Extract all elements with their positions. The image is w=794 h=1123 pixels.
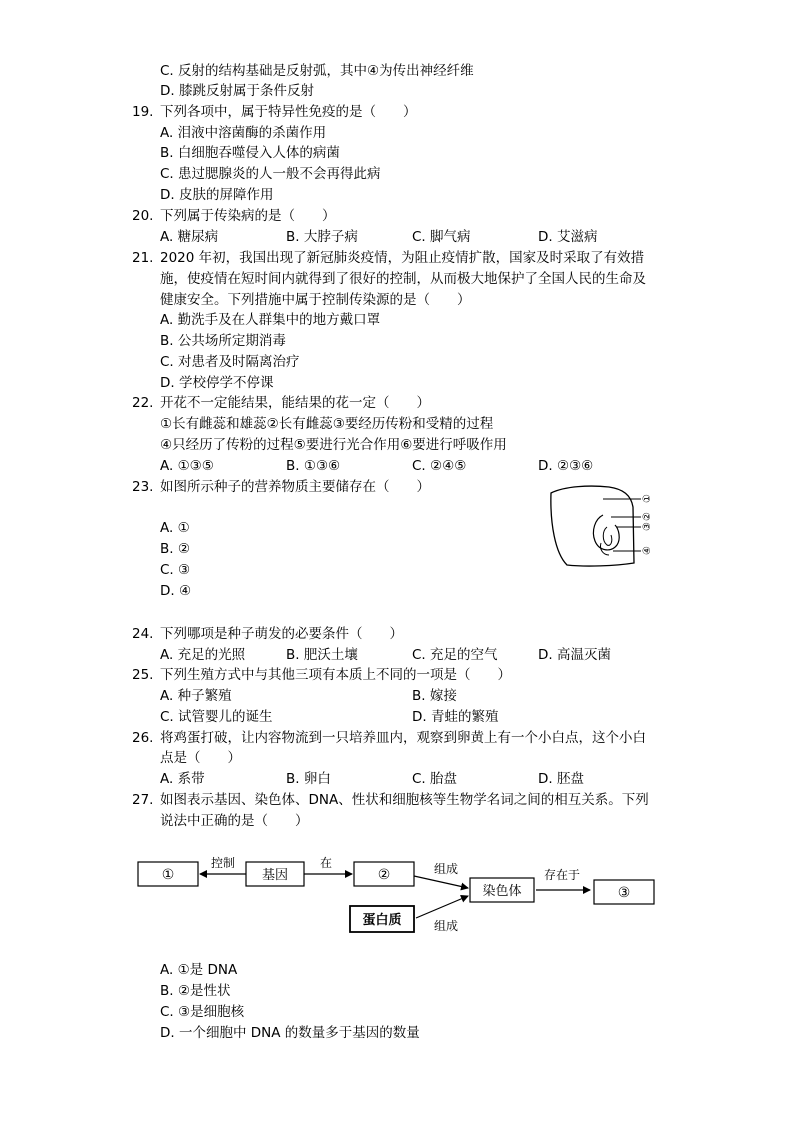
box-3-label: ③ [617, 885, 631, 901]
q19-stem-text: 下列各项中，属于特异性免疫的是（ ） [160, 104, 417, 120]
seed-embryo-inner [603, 527, 612, 545]
q20-option-d[interactable]: D. 艾滋病 [538, 229, 598, 245]
arrow-control-label: 控制 [210, 856, 236, 870]
arrow-compose-top-label: 组成 [433, 862, 459, 876]
q20-stem-text: 下列属于传染病的是（ ） [160, 208, 336, 224]
q27-option-c[interactable]: C. ③是细胞核 [160, 1004, 245, 1020]
q21-stem [132, 248, 672, 268]
gene-box-label: 基因 [261, 868, 289, 883]
q21-stem-line1: 2020 年初，我国出现了新冠肺炎疫情，为阻止疫情扩散，国家及时采取了有效措 [160, 250, 645, 266]
q20-option-b[interactable]: B. 大脖子病 [286, 229, 358, 245]
q24-number: 24. [132, 626, 154, 642]
q19-option-b[interactable]: B. 白细胞吞噬侵入人体的病菌 [160, 145, 340, 161]
q26-number: 26. [132, 730, 154, 746]
q22-statements-line2: ④只经历了传粉的过程⑤要进行光合作用⑥要进行呼吸作用 [160, 437, 507, 453]
q22-statements-line1: ①长有雌蕊和雄蕊②长有雌蕊③要经历传粉和受精的过程 [160, 416, 494, 432]
q19-option-d[interactable]: D. 皮肤的屏障作用 [160, 187, 274, 203]
label-1: ① [642, 494, 653, 503]
q20-stem [132, 206, 672, 226]
q27-stem [132, 790, 672, 810]
box-1-label: ① [161, 867, 175, 883]
label-2: ② [642, 512, 653, 521]
q19-option-a[interactable]: A. 泪液中溶菌酶的杀菌作用 [160, 125, 327, 141]
q27-stem-line1: 如图表示基因、染色体、DNA、性状和细胞核等生物学名词之间的相互关系。下列 [160, 792, 649, 808]
q25-option-a[interactable]: A. 种子繁殖 [160, 688, 232, 704]
q27-option-d[interactable]: D. 一个细胞中 DNA 的数量多于基因的数量 [160, 1025, 420, 1041]
q21-stem-line3: 健康安全。下列措施中属于控制传染源的是（ ） [160, 292, 471, 308]
q24-option-b[interactable]: B. 肥沃土壤 [286, 647, 358, 663]
box-2-label: ② [377, 867, 391, 883]
q25-option-d[interactable]: D. 青蛙的繁殖 [412, 709, 499, 725]
chromosome-box-label: 染色体 [482, 884, 522, 899]
q25-stem [132, 665, 672, 685]
q26-option-d[interactable]: D. 胚盘 [538, 771, 584, 787]
q19-option-c[interactable]: C. 患过腮腺炎的人一般不会再得此病 [160, 166, 381, 182]
label-4: ④ [642, 546, 653, 555]
q27-option-b[interactable]: B. ②是性状 [160, 983, 231, 999]
q22-option-d[interactable]: D. ②③⑥ [538, 458, 594, 474]
arrow-in-label: 在 [319, 856, 333, 870]
q23-option-d[interactable]: D. ④ [160, 583, 192, 599]
q22-number: 22. [132, 395, 154, 411]
arrow-compose-top [414, 876, 468, 888]
label-3: ③ [642, 522, 653, 531]
q25-number: 25. [132, 667, 154, 683]
q25-option-c[interactable]: C. 试管婴儿的诞生 [160, 709, 273, 725]
concept-diagram [132, 848, 662, 938]
q23-number: 23. [132, 479, 154, 495]
q25-option-b[interactable]: B. 嫁接 [412, 688, 457, 704]
q27-stem-line2: 说法中正确的是（ ） [160, 813, 309, 829]
q26-option-c[interactable]: C. 胎盘 [412, 771, 458, 787]
q20-option-a[interactable]: A. 糖尿病 [160, 229, 219, 245]
q21-stem-line2: 施，使疫情在短时间内就得到了很好的控制，从而极大地保护了全国人民的生命及 [160, 271, 646, 287]
q25-stem-text: 下列生殖方式中与其他三项有本质上不同的一项是（ ） [160, 667, 511, 683]
arrow-compose-bottom [416, 896, 468, 918]
q22-option-a[interactable]: A. ①③⑤ [160, 458, 214, 474]
q22-stem [132, 393, 672, 413]
arrow-exist-label: 存在于 [543, 868, 581, 882]
q24-option-d[interactable]: D. 高温灭菌 [538, 647, 611, 663]
q26-stem-line1: 将鸡蛋打破，让内容物流到一只培养皿内，观察到卵黄上有一个小白点，这个小白 [160, 730, 646, 746]
q19-stem [132, 102, 672, 122]
q27-number: 27. [132, 792, 154, 808]
q23-stem-text: 如图所示种子的营养物质主要储存在（ ） [160, 479, 430, 495]
q26-stem-line2: 点是（ ） [160, 750, 241, 766]
q22-stem-text: 开花不一定能结果，能结果的花一定（ ） [160, 395, 430, 411]
q20-option-c[interactable]: C. 脚气病 [412, 229, 471, 245]
arrow-compose-bottom-label: 组成 [433, 919, 459, 933]
q19-number: 19. [132, 104, 154, 120]
q24-option-a[interactable]: A. 充足的光照 [160, 647, 246, 663]
q24-option-c[interactable]: C. 充足的空气 [412, 647, 498, 663]
seed-outline [551, 486, 634, 566]
q23-option-b[interactable]: B. ② [160, 541, 190, 557]
q22-option-c[interactable]: C. ②④⑤ [412, 458, 467, 474]
q24-stem-text: 下列哪项是种子萌发的必要条件（ ） [160, 626, 403, 642]
q24-stem [132, 624, 672, 644]
q18-option-c[interactable]: C. 反射的结构基础是反射弧，其中④为传出神经纤维 [160, 63, 474, 79]
q26-option-b[interactable]: B. 卵白 [286, 771, 331, 787]
q21-option-d[interactable]: D. 学校停学不停课 [160, 375, 274, 391]
q23-option-c[interactable]: C. ③ [160, 562, 191, 578]
q21-option-b[interactable]: B. 公共场所定期消毒 [160, 333, 286, 349]
q21-option-a[interactable]: A. 勤洗手及在人群集中的地方戴口罩 [160, 312, 381, 328]
q23-option-a[interactable]: A. ① [160, 520, 190, 536]
q22-option-b[interactable]: B. ①③⑥ [286, 458, 341, 474]
q27-option-a[interactable]: A. ①是 DNA [160, 962, 238, 978]
q21-option-c[interactable]: C. 对患者及时隔离治疗 [160, 354, 300, 370]
q26-option-a[interactable]: A. 系带 [160, 771, 205, 787]
protein-box-label: 蛋白质 [362, 913, 402, 928]
q26-stem [132, 728, 672, 748]
q18-option-d[interactable]: D. 膝跳反射属于条件反射 [160, 83, 314, 99]
seed-figure [545, 483, 657, 568]
q20-number: 20. [132, 208, 154, 224]
q21-number: 21. [132, 250, 154, 266]
